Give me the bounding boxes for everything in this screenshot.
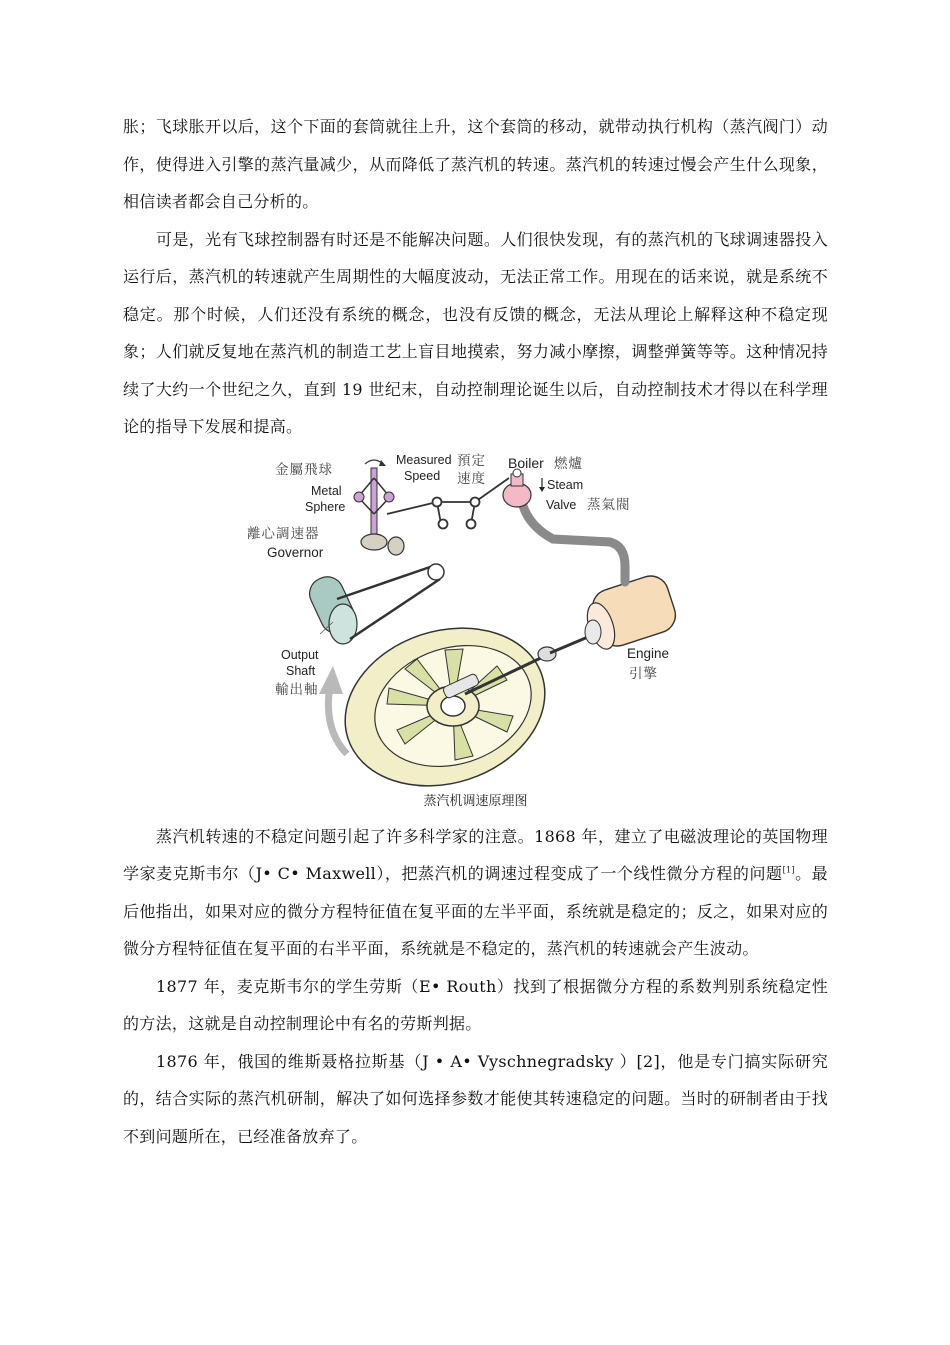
steam-engine-governor-figure: [123, 454, 828, 784]
metal-sphere-right: [384, 492, 394, 502]
label-shaft-zh: 輸出軸: [275, 681, 319, 698]
paragraph-3-text-a: 蒸汽机转速的不稳定问题引起了许多科学家的注意。1868 年，建立了电磁波理论的英国物理学家麦克斯韦尔（J• C• Maxwell），把蒸汽机的调速过程变成了一个线性微分方程的问题: [123, 826, 828, 883]
label-shaft-en: Shaft: [286, 663, 316, 678]
label-metal-en: Metal: [311, 483, 342, 498]
belt-pulley: [428, 564, 444, 580]
bevel-gear: [361, 534, 387, 550]
label-boiler-zh: 燃爐: [554, 455, 583, 472]
crosshead: [538, 647, 556, 661]
citation-1: [1]: [782, 865, 795, 875]
label-boiler-en: Boiler: [508, 454, 544, 471]
figure-caption: 蒸汽机调速原理图: [423, 793, 528, 809]
output-shaft: [304, 571, 359, 643]
label-measured-en: Measured: [396, 452, 452, 467]
label-governor-zh: 離心調速器: [247, 525, 320, 542]
flywheel: [325, 603, 566, 811]
paragraph-5: 1876 年，俄国的维斯聂格拉斯基（J • A• Vyschnegradsky ）[2]，他是专门搞实际研究的，结合实际的蒸汽机研制，解决了如何选择参数才能使其转速稳定的问题。当时的研制者由于找不到问题所在，已经准备放弃了。: [123, 1051, 828, 1146]
governor-linkage: [387, 478, 509, 529]
label-governor-en: Governor: [267, 544, 324, 560]
belt-bottom: [350, 579, 440, 639]
label-engine-zh: 引擎: [629, 665, 658, 682]
label-metal-sphere-zh: 金屬飛球: [275, 461, 333, 478]
label-speed-en: Speed: [404, 468, 441, 483]
label-steam-en: Steam: [547, 477, 584, 492]
engine-cylinder: [582, 571, 680, 652]
label-output-en: Output: [281, 647, 319, 662]
label-preset-zh-1: 預定: [457, 452, 486, 469]
label-sphere-en: Sphere: [305, 499, 346, 514]
paragraph-3-text-b: 。最后他指出，如果对应的微分方程特征值在复平面的左半平面，系统就是稳定的；反之，如果对应的微分方程特征值在复平面的右半平面，系统就是不稳定的，蒸汽机的转速就会产生波动。: [123, 864, 828, 958]
steam-valve: [503, 469, 531, 507]
label-engine-en: Engine: [627, 645, 670, 661]
document-page: [123, 108, 828, 1155]
steam-arrow-head: [539, 487, 545, 492]
metal-sphere-left: [354, 492, 364, 502]
paragraph-1: 胀；飞球胀开以后，这个下面的套筒就往上升，这个套筒的移动，就带动执行机构（蒸汽阀门）动作，使得进入引擎的蒸汽量减少，从而降低了蒸汽机的转速。蒸汽机的转速过慢会产生什么现象，相信读者都会自己分析的。: [123, 117, 828, 211]
centrifugal-governor: [354, 460, 404, 555]
label-valve-zh: 蒸氣閥: [587, 496, 631, 513]
paragraph-2: 可是，光有飞球控制器有时还是不能解决问题。人们很快发现，有的蒸汽机的飞球调速器投入运行后，蒸汽机的转速就产生周期性的大幅度波动，无法正常工作。用现在的话来说，就是系统不稳定。那个时候，人们还没有系统的概念，也没有反馈的概念，无法从理论上解释这种不稳定现象；人们就反复地在蒸汽机的制造工艺上盲目地摸索，努力减小摩擦，调整弹簧等等。这种情况持续了大约一个世纪之久，直到 19 世纪末，自动控制理论诞生以后，自动控制技术才得以在科学理论的指导下发展和提高。: [123, 229, 828, 436]
paragraph-3: [123, 818, 828, 968]
rotation-arrow-head: [319, 666, 343, 694]
rotation-arrow: [328, 686, 347, 754]
label-preset-zh-2: 速度: [457, 470, 486, 487]
label-valve-en: Valve: [546, 497, 577, 512]
steam-engine-diagram: [247, 452, 675, 784]
paragraph-4: 1877 年，麦克斯韦尔的学生劳斯（E• Routh）找到了根据微分方程的系数判别系统稳定性的方法，这就是自动控制理论中有名的劳斯判据。: [123, 976, 828, 1033]
